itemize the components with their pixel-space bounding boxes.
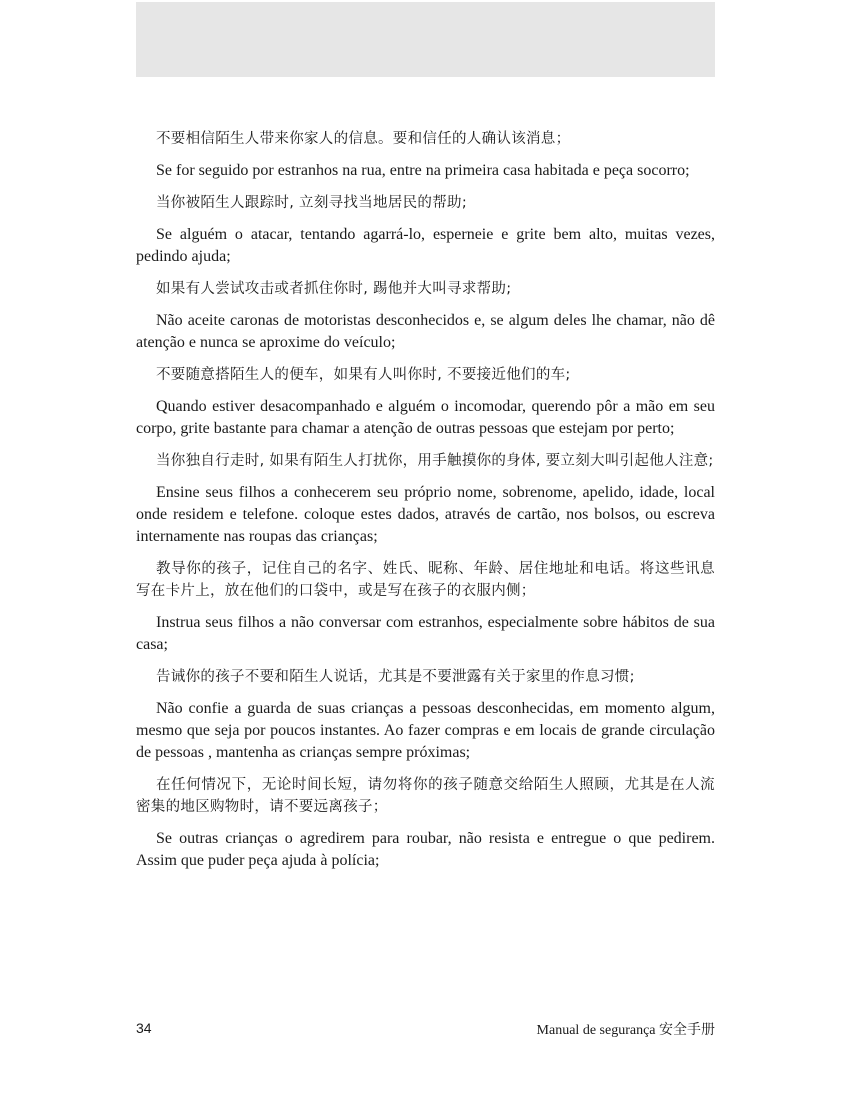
paragraph: Quando estiver desacompanhado e alguém o incomodar, querendo pôr a mão em seu corpo, grite bastante para chamar a atenção de outras pessoas que estejam por perto; xyxy=(136,398,715,437)
paragraph: Se alguém o atacar, tentando agarrá-lo, esperneie e grite bem alto, muitas vezes, pedindo ajuda; xyxy=(136,226,715,265)
paragraph: 教导你的孩子，记住自己的名字、姓氏、昵称、年龄、居住地址和电话。将这些讯息写在卡片上，放在他们的口袋中，或是写在孩子的衣服内侧； xyxy=(136,561,715,599)
page-body xyxy=(136,128,715,882)
paragraph: 不要相信陌生人带来你家人的信息。要和信任的人确认该消息； xyxy=(156,131,571,147)
header-band xyxy=(136,2,715,77)
paragraph: Instrua seus filhos a não conversar com estranhos, especialmente sobre hábitos de sua casa; xyxy=(136,614,715,653)
paragraph: 当你独自行走时, 如果有陌生人打扰你，用手触摸你的身体, 要立刻大叫引起他人注意; xyxy=(156,453,714,469)
page-number: 34 xyxy=(136,1020,152,1036)
paragraph: Se outras crianças o agredirem para roubar, não resista e entregue o que pedirem. Assim que puder peça ajuda à polícia; xyxy=(136,830,715,869)
running-footer-title: Manual de segurança 安全手册 xyxy=(536,1023,715,1038)
paragraph: 当你被陌生人跟踪时, 立刻寻找当地居民的帮助; xyxy=(156,195,468,211)
paragraph: 告诫你的孩子不要和陌生人说话，尤其是不要泄露有关于家里的作息习惯; xyxy=(156,669,635,685)
paragraph: Se for seguido por estranhos na rua, entre na primeira casa habitada e peça socorro; xyxy=(156,162,690,179)
paragraph: 在任何情况下，无论时间长短，请勿将你的孩子随意交给陌生人照顾，尤其是在人流密集的地区购物时，请不要远离孩子； xyxy=(136,777,715,815)
paragraph: Ensine seus filhos a conhecerem seu próprio nome, sobrenome, apelido, idade, local onde residem e telefone. coloque estes dados, através de cartão, nos bolsos, ou escreva internamente nas roupas das crianças; xyxy=(136,484,715,545)
paragraph: 如果有人尝试攻击或者抓住你时, 踢他并大叫寻求帮助; xyxy=(156,281,512,297)
paragraph: 不要随意搭陌生人的便车，如果有人叫你时, 不要接近他们的车; xyxy=(156,367,571,383)
paragraph: Não aceite caronas de motoristas desconhecidos e, se algum deles lhe chamar, não dê atenção e nunca se aproxime do veículo; xyxy=(136,312,715,351)
paragraph: Não confie a guarda de suas crianças a pessoas desconhecidas, em momento algum, mesmo que seja por poucos instantes. Ao fazer compras e em locais de grande circulação de pessoas , mantenha as crianças sempre próximas; xyxy=(136,700,715,761)
